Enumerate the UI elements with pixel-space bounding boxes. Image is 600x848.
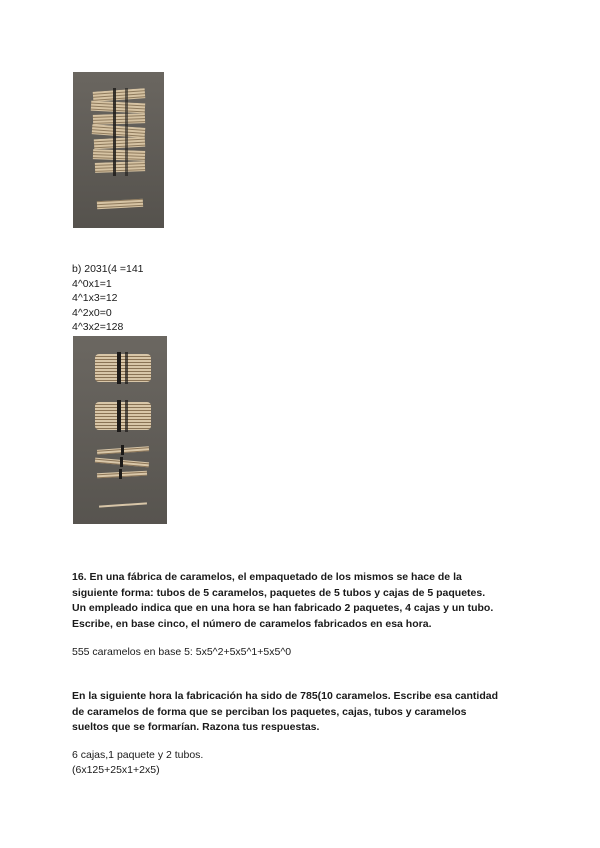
problem-16-line-1: 16. En una fábrica de caramelos, el empaquetado de los mismos se hace de la xyxy=(72,571,462,583)
problem-16-line-4: Escribe, en base cinco, el número de caramelos fabricados en esa hora. xyxy=(72,617,432,630)
big-bundle-1 xyxy=(95,352,151,384)
answer-b-line-4: 4^2x0=0 xyxy=(72,307,112,319)
problem-16-line-2: siguiente forma: tubos de 5 caramelos, paquetes de 5 tubos y cajas de 5 paquetes. xyxy=(72,586,486,599)
problem-16-line-3: Un empleado indica que en una hora se han fabricado 2 paquetes, 4 cajas y un tubo. xyxy=(72,602,494,614)
answer-16a: 555 caramelos en base 5: 5x5^2+5x5^1+5x5^0 xyxy=(72,646,292,658)
answer-b-line-3: 4^1x3=12 xyxy=(72,292,118,304)
problem-16b-line-2: de caramelos de forma que se perciban los paquetes, cajas, tubos y caramelos xyxy=(72,705,467,718)
big-bundle-2 xyxy=(95,400,151,432)
problem-16 xyxy=(72,570,542,632)
stick-bundles-photo-2 xyxy=(73,336,167,524)
photo-2-image xyxy=(73,336,167,524)
problem-16b xyxy=(72,689,542,736)
answer-16b-line-2: (6x125+25x1+2x5) xyxy=(72,763,160,776)
problem-16b-line-3: sueltos que se formarían. Razona tus respuestas. xyxy=(72,721,320,733)
photo-1-image xyxy=(73,72,164,228)
answer-16b xyxy=(72,748,542,777)
small-bundles xyxy=(95,445,149,479)
answer-b-line-1: b) 2031(4 =141 xyxy=(72,263,144,275)
problem-16b-line-1: En la siguiente hora la fabricación ha sido de 785(10 caramelos. Escribe esa cantidad xyxy=(72,690,499,702)
stick-bundles-photo-1 xyxy=(73,72,164,228)
answer-16b-line-1: 6 cajas,1 paquete y 2 tubos. xyxy=(72,749,204,761)
answer-b-line-2: 4^0x1=1 xyxy=(72,278,112,290)
answer-b-line-5: 4^3x2=128 xyxy=(72,321,124,333)
